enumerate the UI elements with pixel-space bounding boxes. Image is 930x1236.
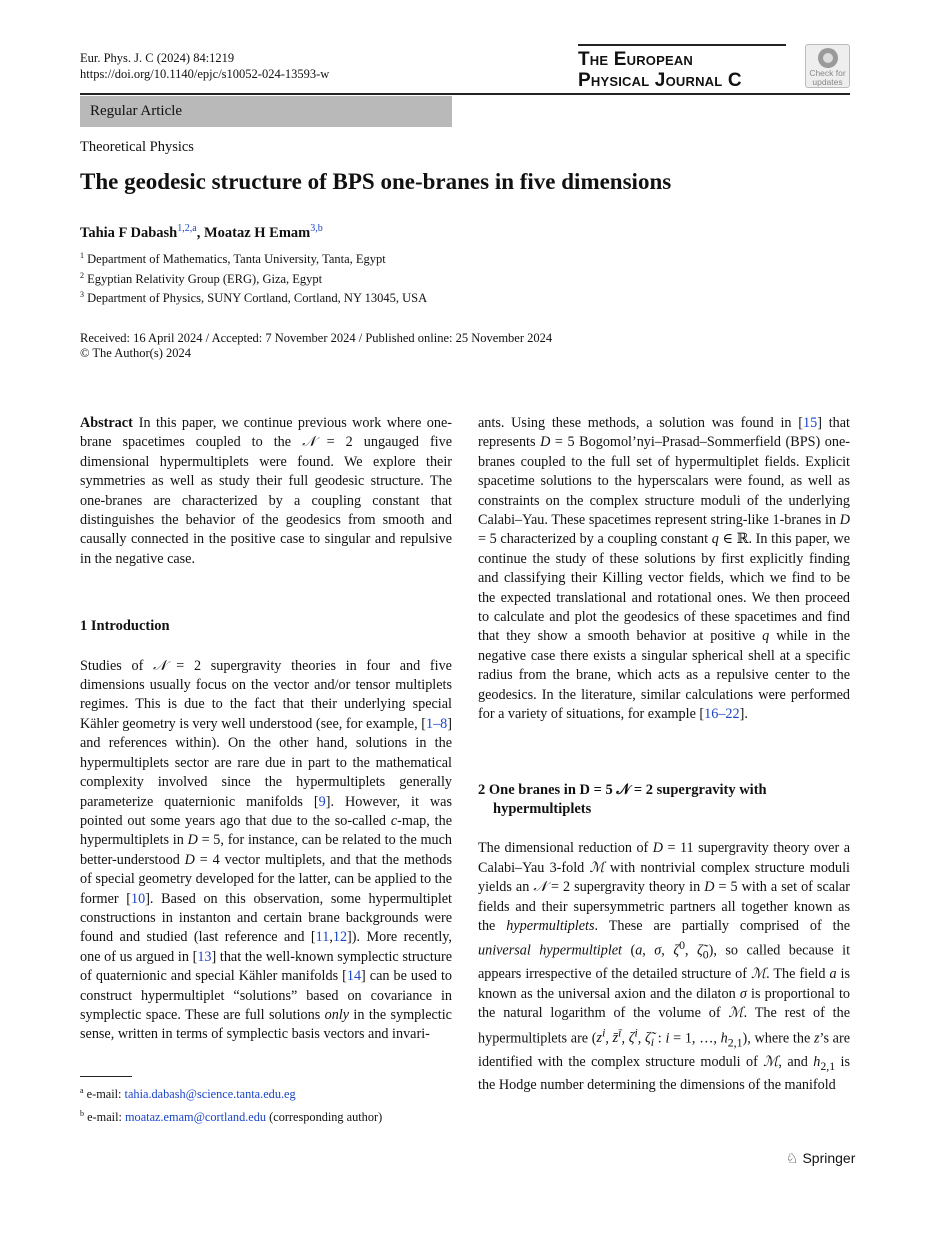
author-marks[interactable]: 1,2,a (177, 223, 197, 234)
section-label: Theoretical Physics (80, 139, 194, 155)
section2-paragraph: The dimensional reduction of D = 11 supergravity theory over a Calabi–Yau 3-fold ℳ with nontrivial complex structure moduli yields an 𝒩 = 2 supergravity theory in D = 5 with a set of scalar fields and their supersymmetric partners all together known as the hypermultiplets. These are partially comprised of the universal hypermultiplet (a, σ, $\zeta^0$, $\zetã_0$), so called because it appears irrespective of the detailed structure of ℳ. The field a is known as the universal axion and the dilaton σ is proportional to the natural logarithm of the volume of ℳ. The rest of the hypermultiplets are ($z^i$, z̄$^ī$, $\zeta^i$, $\zetã_i$ : i = 1, …, $h_{2,1}$), where the z’s are identified with the complex structure moduli of ℳ, and $h_{2,1}$ is the Hodge number determining the dimensions of the manifold (478, 840, 851, 1093)
author-name: Tahia F Dabash (80, 224, 178, 241)
intro-paragraph-continued: ants. Using these methods, a solution was found in [15] that represents D = 5 Bogomol’nyi–Prasad–Sommerfield (BPS) one-branes coupled to the full set of hypermultiplet fields. Explicit spacetime solutions to the hyperscalars were found, as well as constraints on the complex structure moduli of the underlying Calabi–Yau. These spacetimes represent string-like 1-branes in D = 5 characterized by a coupling constant q ∈ ℝ. In this paper, we continue the study of these solutions by first explicitly finding and classifying their Killing vector fields, which we find to be the expected translational and rotational ones. We then proceed to calculate and plot the geodesics of these spacetimes and find that they show a smooth behavior at positive q while in the negative case there exists a singular spherical shell at a specific radius from the brane, which acts as a repulsive center to the geodesics. In the literature, similar calculations were performed for a variety of situations, for example [16–22]. (478, 415, 851, 723)
citation: Eur. Phys. J. C (2024) 84:1219 (80, 51, 235, 65)
journal-line1: The European (578, 49, 694, 70)
section2-heading (478, 781, 850, 820)
article-type-banner: Regular Article (80, 96, 452, 127)
section2-heading-line1: 2 One branes in D = 5 𝒩 = 2 supergravity with (478, 781, 767, 798)
citation-link[interactable]: 10 (131, 890, 146, 907)
abstract-label: Abstract (80, 415, 133, 431)
footnotes (80, 1081, 382, 1127)
springer-horse-icon: ♘ (786, 1150, 799, 1166)
publisher-logo (786, 1150, 855, 1167)
abstract: Abstract In this paper, we continue previous work where one-brane spacetimes coupled to the 𝒩 = 2 ungauged five dimensional hypermultiplets were found. We explore their symmetries as well as study their full geodesic structure. The one-branes are characterized by a coupling constant that distinguishes the behavior of the geodesics from smooth and causally connected in the positive case to singular and repulsive in the negative case. (80, 415, 453, 567)
citation-link[interactable]: 11 (315, 929, 330, 946)
header-rule (80, 93, 850, 95)
email-link-b[interactable]: moataz.emam@cortland.edu (124, 1110, 267, 1125)
citation-link[interactable]: 14 (346, 968, 362, 985)
author-list: Tahia F Dabash$^{1,2,a}$, Moataz H Emam$^{3,b}$ (80, 223, 323, 241)
left-column (80, 414, 452, 1045)
affiliation: $^2$ Egyptian Relativity Group (ERG), Giza, Egypt (80, 270, 323, 286)
bookmark-icon (818, 48, 838, 68)
citation-link[interactable]: 1–8 (425, 715, 448, 732)
footnote-b: $^b$ e-mail: moataz.emam@cortland.edu (corresponding author) (80, 1109, 383, 1125)
citation-link[interactable]: 12 (332, 929, 348, 946)
author-name: Moataz H Emam (203, 224, 311, 241)
intro-paragraph: Studies of 𝒩 = 2 supergravity theories in four and five dimensions usually focus on the vector and/or tensor multiplets regimes. This is due to the fact that their underlying special Kähler geometry is very well understood (see, for example, [1–8] and references within). On the other hand, solutions in the hypermultiplets sector are rare due in part to the mathematical complexity involved since the hypermultiplets generally parameterize quaternionic manifolds [9]. However, it was pointed out some years ago that due to the so-called c-map, the hypermultiplets in D = 5, for instance, can be related to the much better-understood D = 4 vector multiplets, and that the methods of special geometry developed for the latter, can be applied to the former [10]. Based on this observation, some hypermultiplet constructions in instanton and certain brane backgrounds were found and studied (last reference and [11,12]). More recently, one of us argued in [13] that the well-known symplectic structure of quaternionic and special Kähler manifolds [14] can be used to construct hypermultiplet “solutions” based on covariance in symplectic space. These are full solutions only in the symplectic sense, written in terms of symplectic basis vectors and invari- (80, 657, 452, 1043)
section2-heading-line2: hypermultiplets (493, 800, 592, 817)
journal-line2: Physical Journal C (578, 70, 742, 91)
journal-logo (578, 44, 786, 91)
footnote-a: $^a$ e-mail: tahia.dabash@science.tanta.edu.eg (80, 1086, 296, 1102)
citation-link[interactable]: 13 (197, 948, 212, 965)
affiliation: $^3$ Department of Physics, SUNY Cortland, Cortland, NY 13045, USA (80, 290, 428, 306)
publisher-name: Springer (802, 1150, 856, 1166)
affiliations (80, 248, 427, 307)
paper-title: The geodesic structure of BPS one-branes in five dimensions (80, 169, 672, 194)
dates-line: Received: 16 April 2024 / Accepted: 7 November 2024 / Published online: 25 November 2024 (80, 331, 553, 345)
footnote-rule (80, 1076, 132, 1077)
badge-line2: updates (812, 77, 843, 87)
copyright: © The Author(s) 2024 (80, 346, 191, 360)
intro-heading: 1 Introduction (80, 618, 170, 635)
check-for-updates-badge[interactable] (805, 44, 850, 88)
citation-link[interactable]: 9 (318, 793, 326, 810)
right-column (478, 414, 850, 1095)
affiliation: $^1$ Department of Mathematics, Tanta University, Tanta, Egypt (80, 251, 386, 267)
citation-link[interactable]: 16–22 (704, 706, 740, 723)
email-link-a[interactable]: tahia.dabash@science.tanta.edu.eg (124, 1087, 296, 1102)
doi-link[interactable]: https://doi.org/10.1140/epjc/s10052-024-13593-w (80, 67, 330, 81)
badge-line1: Check for (809, 68, 846, 78)
author-marks[interactable]: 3,b (310, 223, 323, 234)
header-citation-block (80, 50, 329, 82)
citation-link[interactable]: 15 (803, 415, 818, 431)
publication-dates (80, 331, 552, 361)
